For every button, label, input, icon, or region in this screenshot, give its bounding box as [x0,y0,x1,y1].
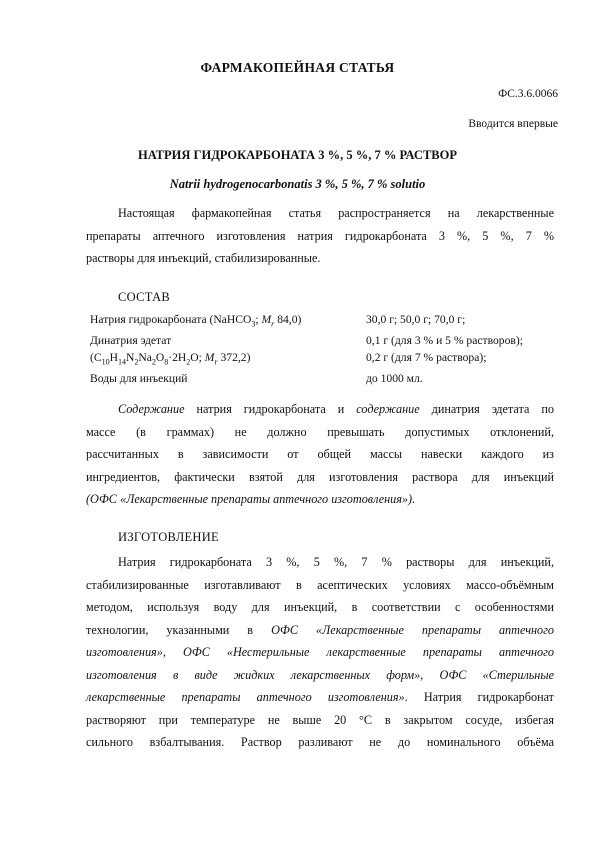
manufacture-line: методом, используя воду для инъекций, в соответствии с особенностями [86,600,554,614]
manufacture-line: растворяют при температуре не выше 20 °С в закрытом сосуде, избегая [86,712,554,727]
content-line: рассчитанных в зависимости от общей массы навески каждого из [86,447,554,461]
content-line: Содержание натрия гидрокарбоната и содержание динатрия эдетата по [118,402,554,416]
content-line: ингредиентов, фактически взятой для изготовления раствора для инъекций [86,469,554,484]
monograph-latin-name: Natrii hydrogenocarbonatis 3 %, 5 %, 7 % solutio [169,177,426,191]
manufacture-paragraph [86,551,554,754]
manufacture-line: стабилизированные изготавливают в асептических условиях массо-объёмным [86,577,554,592]
intro-note: Вводится впервые [468,118,558,130]
composition-amount: 0,2 г (для 7 % раствора); [366,351,487,364]
composition-amount: 0,1 г (для 3 % и 5 % растворов); [366,334,523,347]
composition-amount: 30,0 г; 50,0 г; 70,0 г; [366,313,466,326]
content-paragraph [86,398,554,511]
manufacture-line: технологии, указанными в ОФС «Лекарственные препараты аптечного [86,622,554,637]
intro-paragraph [86,202,554,270]
composition-name: ($C_{10}H_{14}N_2Na_2O_8\cdot 2H_2O$; $M_r$ 372,2) [90,351,251,367]
intro-line: растворы для инъекций, стабилизированные. [86,251,321,265]
manufacture-line: сильного взбалтывания. Раствор разливают не до номинального объёма [86,735,554,749]
document-title: ФАРМАКОПЕЙНАЯ СТАТЬЯ [200,60,395,75]
manufacture-line: изготовления», ОФС «Нестерильные лекарственные препараты аптечного [86,645,554,659]
composition-name: Натрия гидрокарбоната (NaHCO$_3$; $M_r$ 84,0) [90,313,302,329]
intro-line: препараты аптечного изготовления натрия гидрокарбоната 3 %, 5 %, 7 % [86,228,554,243]
monograph-name: НАТРИЯ ГИДРОКАРБОНАТА 3 %, 5 %, 7 % РАСТВОР [138,148,457,162]
content-line: (ОФС «Лекарственные препараты аптечного изготовления»). [86,492,416,506]
document-code: ФС.3.6.0066 [498,88,558,100]
manufacture-line: изготовления в виде жидких лекарственных форм», ОФС «Стерильные [86,667,555,682]
content-line: массе (в граммах) не должно превышать допустимых отклонений, [86,424,554,439]
manufacture-heading: ИЗГОТОВЛЕНИЕ [118,530,219,544]
composition-amount: до 1000 мл. [366,372,423,385]
intro-line: Настоящая фармакопейная статья распространяется на лекарственные [118,206,554,220]
composition-name: Динатрия эдетат [90,334,172,347]
composition-heading: СОСТАВ [118,290,171,304]
manufacture-line: Натрия гидрокарбоната 3 %, 5 %, 7 % растворы для инъекций, [118,555,554,569]
composition-name: Воды для инъекций [90,372,188,385]
manufacture-line: лекарственные препараты аптечного изготовления». Натрия гидрокарбонат [86,690,555,704]
